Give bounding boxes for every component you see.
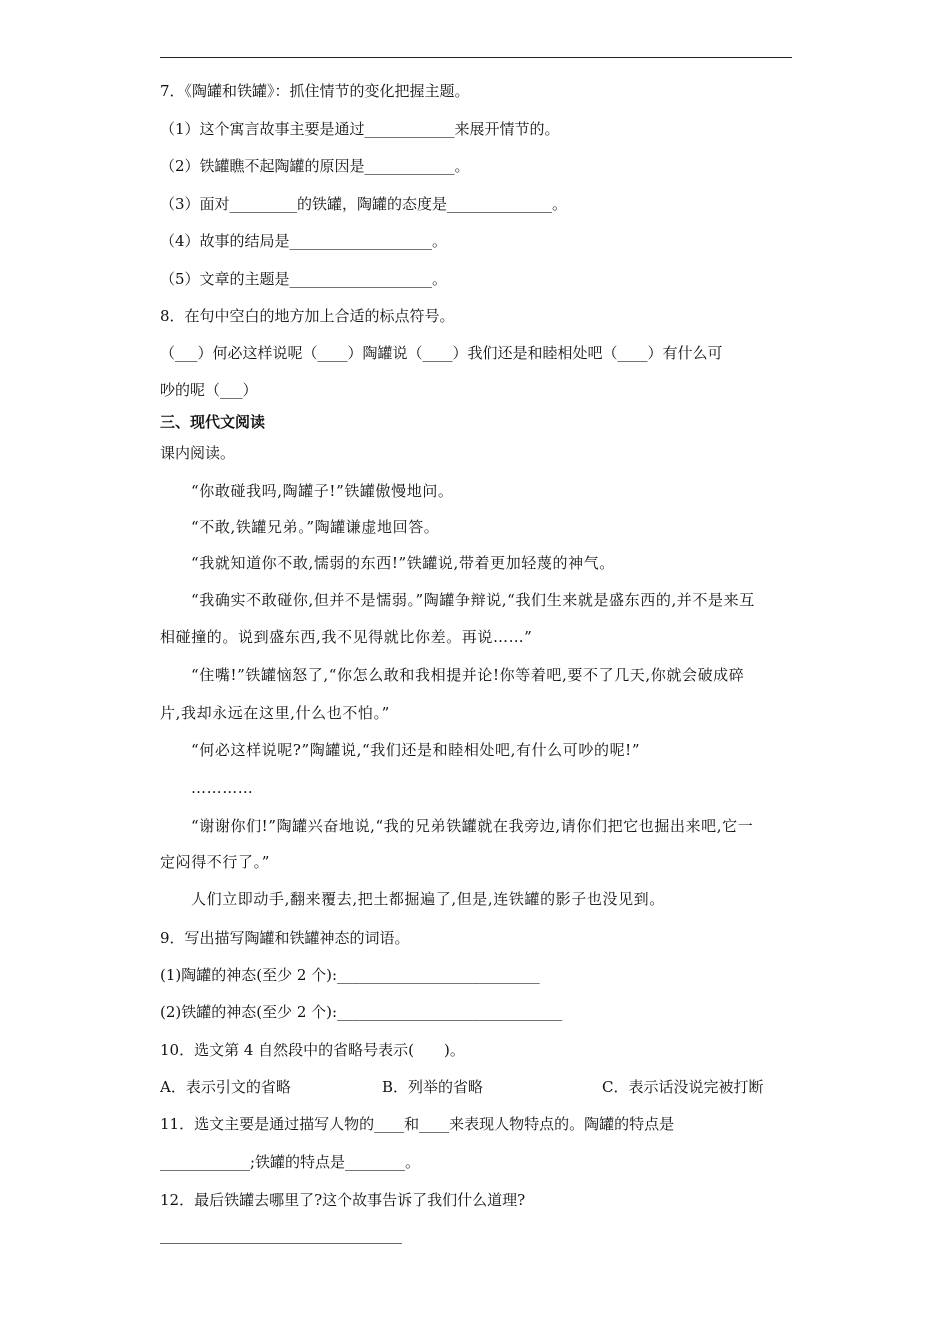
q7-sub-1: （1）这个寓言故事主要是通过____________来展开情节的。 — [160, 120, 560, 138]
q8-line-2: 吵的呢（___） — [160, 381, 258, 399]
passage-line: 定闷得不行了。” — [160, 853, 270, 871]
passage-line: “谢谢你们!”陶罐兴奋地说,“我的兄弟铁罐就在我旁边,请你们把它也掘出来吧,它一 — [191, 817, 754, 835]
q12-title: 12．最后铁罐去哪里了?这个故事告诉了我们什么道理? — [160, 1191, 526, 1209]
q7-sub-5: （5）文章的主题是___________________。 — [160, 270, 448, 288]
q8-title: 8．在句中空白的地方加上合适的标点符号。 — [160, 307, 455, 325]
q10-option-b: B．列举的省略 — [382, 1078, 484, 1096]
header-rule — [160, 57, 792, 58]
passage-line: 人们立即动手,翻来覆去,把土都掘遍了,但是,连铁罐的影子也没见到。 — [191, 890, 665, 908]
q7-sub-3: （3）面对_________的铁罐，陶罐的态度是______________。 — [160, 195, 568, 213]
q9-sub-1: (1)陶罐的神态(至少 2 个):___________________________ — [160, 966, 540, 984]
q10-option-c: C．表示话没说完被打断 — [602, 1078, 764, 1096]
passage-line: 相碰撞的。说到盛东西,我不见得就比你差。再说……” — [160, 628, 533, 646]
passage-line: “你敢碰我吗,陶罐子!”铁罐傲慢地问。 — [191, 482, 454, 500]
q10-title: 10．选文第 4 自然段中的省略号表示( )。 — [160, 1041, 465, 1059]
passage-line: “我确实不敢碰你,但并不是懦弱。”陶罐争辩说,“我们生来就是盛东西的,并不是来互 — [191, 591, 755, 609]
passage-line: “不敢,铁罐兄弟。”陶罐谦虚地回答。 — [191, 518, 440, 536]
q7-title: 7．《陶罐和铁罐》：抓住情节的变化把握主题。 — [160, 82, 470, 100]
q7-sub-4: （4）故事的结局是___________________。 — [160, 232, 448, 250]
passage-line: 片,我却永远在这里,什么也不怕。” — [160, 704, 390, 722]
passage-line: “何必这样说呢?”陶罐说,“我们还是和睦相处吧,有什么可吵的呢!” — [191, 741, 641, 759]
q11-line-1: 11．选文主要是通过描写人物的____和____来表现人物特点的。陶罐的特点是 — [160, 1115, 675, 1133]
q9-title: 9．写出描写陶罐和铁罐神态的词语。 — [160, 929, 410, 947]
section-heading: 三、现代文阅读 — [160, 413, 266, 431]
q10-option-a: A．表示引文的省略 — [160, 1078, 291, 1096]
answer-line — [160, 1243, 402, 1244]
q8-line-1: （___）何必这样说呢（____）陶罐说（____）我们还是和睦相处吧（____）有什么可 — [160, 344, 723, 362]
q7-sub-2: （2）铁罐瞧不起陶罐的原因是____________。 — [160, 157, 470, 175]
passage-ellipsis: ………… — [191, 779, 254, 797]
passage-line: “我就知道你不敢,懦弱的东西!”铁罐说,带着更加轻蔑的神气。 — [191, 554, 615, 572]
section-intro: 课内阅读。 — [160, 444, 236, 462]
q9-sub-2: (2)铁罐的神态(至少 2 个):______________________________ — [160, 1003, 563, 1021]
q11-line-2: ____________;铁罐的特点是________。 — [160, 1153, 421, 1171]
passage-line: “住嘴!”铁罐恼怒了,“你怎么敢和我相提并论!你等着吧,要不了几天,你就会破成碎 — [191, 666, 745, 684]
